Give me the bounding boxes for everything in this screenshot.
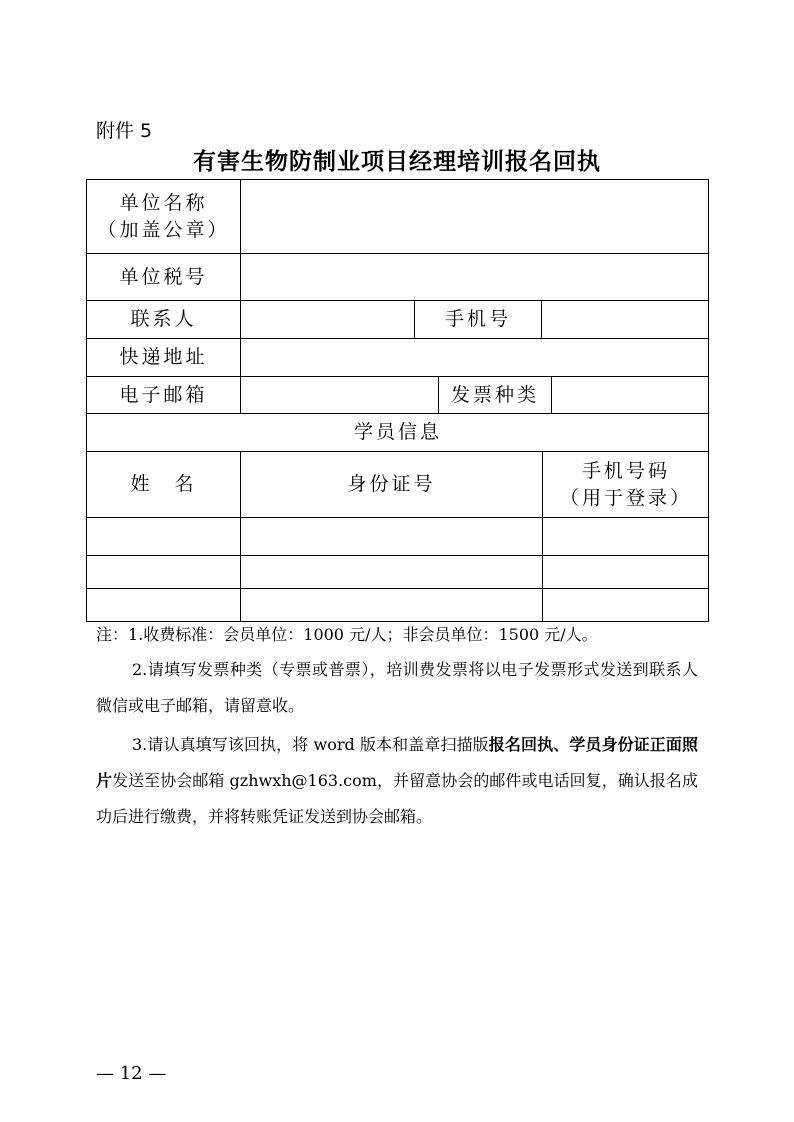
col-phone-note: （用于登录） <box>559 486 692 509</box>
delivery-address-label: 快递地址 <box>119 346 208 368</box>
delivery-address-field[interactable] <box>241 339 709 376</box>
note-submission-part1: 3.请认真填写该回执，将 word 版本和盖章扫描版 <box>132 735 489 754</box>
invoice-type-label: 发票种类 <box>450 383 539 406</box>
note-submission <box>96 727 698 835</box>
attachment-label: 附件 5 <box>96 120 153 142</box>
student-row-2-id[interactable] <box>241 556 542 588</box>
student-row-2-name[interactable] <box>87 556 240 588</box>
email-field[interactable] <box>241 377 438 413</box>
form-title: 有害生物防制业项目经理培训报名回执 <box>193 149 601 175</box>
mobile-label: 手机号 <box>444 308 511 330</box>
contact-person-field[interactable] <box>241 301 414 338</box>
tax-id-label: 单位税号 <box>119 265 208 288</box>
col-phone-header <box>543 452 709 517</box>
student-row-2-phone[interactable] <box>543 556 709 588</box>
col-name-header: 姓 名 <box>130 473 197 495</box>
unit-name-stamp-note: （加盖公章） <box>97 218 230 241</box>
student-info-header: 学员信息 <box>353 421 442 443</box>
col-phone-title: 手机号码 <box>581 459 670 482</box>
student-row-3-name[interactable] <box>87 589 240 622</box>
mobile-field[interactable] <box>542 301 709 338</box>
student-row-3-phone[interactable] <box>543 589 709 622</box>
student-row-3-id[interactable] <box>241 589 542 622</box>
col-id-header: 身份证号 <box>347 473 436 495</box>
page-number: — 12 — <box>96 1063 167 1084</box>
note-fee-standard: 注：1.收费标准：会员单位：1000 元/人；非会员单位：1500 元/人。 <box>96 625 598 644</box>
tax-id-field[interactable] <box>241 254 709 300</box>
registration-form-table <box>86 179 709 622</box>
unit-name-field[interactable] <box>241 180 709 253</box>
student-row-1-id[interactable] <box>241 518 542 555</box>
email-label: 电子邮箱 <box>119 383 208 406</box>
note-submission-part2: 发送至协会邮箱 gzhwxh@163.com，并留意协会的邮件或电话回复，确认报名成功后进行缴费，并将转账凭证发送到协会邮箱。 <box>96 771 698 826</box>
note-submission-bold: 报名回执、学员身份证正面照片 <box>96 735 698 790</box>
student-row-1-name[interactable] <box>87 518 240 555</box>
contact-person-label: 联系人 <box>130 308 197 330</box>
unit-name-text: 单位名称 <box>119 191 208 214</box>
invoice-type-field[interactable] <box>552 377 709 413</box>
student-row-1-phone[interactable] <box>543 518 709 555</box>
unit-name-label <box>87 180 240 253</box>
note-invoice: 2.请填写发票种类（专票或普票），培训费发票将以电子发票形式发送到联系人微信或电子邮箱，请留意收。 <box>96 660 698 715</box>
